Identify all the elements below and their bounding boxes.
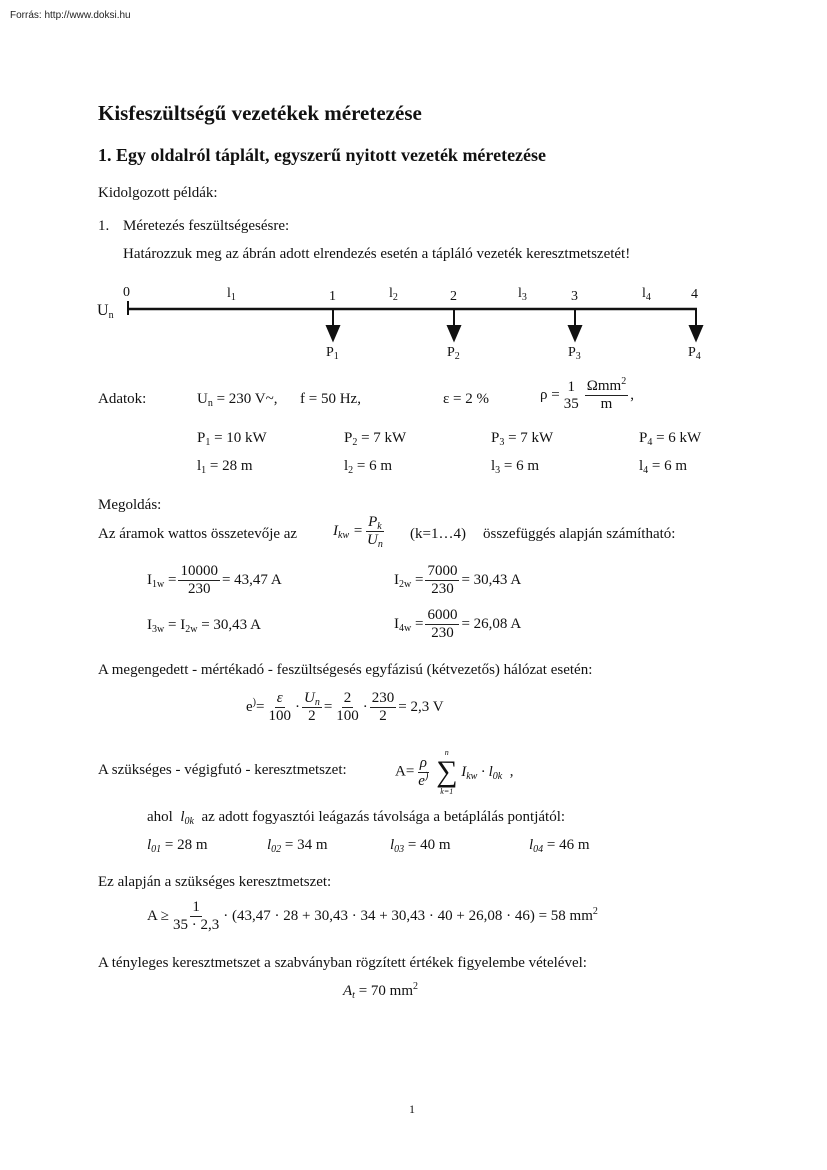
length-l3: $l_3 = 6$ m (491, 458, 540, 476)
current-i2w: $I_{2w}$ = $\frac{7000}{230}$ = 30,43 A (394, 563, 522, 597)
current-intro: Az áramok wattos összetevője az (98, 526, 298, 542)
node-0: 0 (123, 285, 130, 300)
load-p4: $P_4$ (688, 345, 701, 362)
standard-result: $A_t = 70$ $mm^2$ (343, 981, 418, 1001)
segment-l3: $l_3$ (518, 286, 527, 303)
power-p2: $P_2 = 7$ kW (344, 430, 407, 448)
segment-l2: $l_2$ (389, 286, 398, 303)
network-lines (0, 0, 827, 400)
example-label: Méretezés feszültségesésre: (123, 218, 290, 234)
source-note: Forrás: http://www.doksi.hu (10, 10, 131, 21)
drop-formula: e)= $\frac{\varepsilon}{100}$ · $\frac{U_n}{2}$ = $\frac{2}{100}$ · $\frac{230}{2}$ = 2,3 V (246, 690, 444, 724)
current-i1w: $I_{1w}$ = $\frac{10000}{230}$ = 43,47 A (147, 563, 282, 597)
node-2: 2 (450, 289, 457, 304)
current-i4w: $I_{4w}$ = $\frac{6000}{230}$ = 26,08 A (394, 607, 522, 641)
data-un: $U_n = 230$ V~, (197, 391, 278, 409)
distance-l04: $l_{04} = 46$ m (529, 837, 590, 855)
power-p4: $P_4 = 6$ kW (639, 430, 702, 448)
power-p1: $P_1 = 10$ kW (197, 430, 267, 448)
distance-l03: $l_{03} = 40$ m (390, 837, 451, 855)
distance-l01: $l_{01} = 28$ m (147, 837, 208, 855)
length-l4: $l_4 = 6$ m (639, 458, 688, 476)
load-p2: $P_2$ (447, 345, 460, 362)
node-1: 1 (329, 289, 336, 304)
segment-l1: $l_1$ (227, 286, 236, 303)
segment-l4: $l_4$ (642, 286, 651, 303)
load-p1: $P_1$ (326, 345, 339, 362)
standard-intro: A tényleges keresztmetszet a szabványban rögzített értékek figyelembe vételével: (98, 955, 587, 971)
drop-intro: A megengedett - mértékadó - feszültségesés egyfázisú (kétvezetős) hálózat esetén: (98, 662, 593, 678)
cross-formula: A= $\frac{\rho}{e^)}$ n ∑ k=1 $I_{kw} \cdot l_{0k}$ , (395, 748, 514, 796)
cross-intro: A szükséges - végigfutó - keresztmetszet: (98, 762, 347, 778)
solution-label: Megoldás: (98, 497, 162, 513)
data-eps: ε = 2 % (443, 391, 490, 407)
data-f: f = 50 Hz, (300, 391, 361, 407)
current-range: (k=1…4) (410, 526, 466, 542)
node-4: 4 (691, 287, 698, 302)
document-title: Kisfeszültségű vezetékek méretezése (98, 101, 422, 125)
intro-text: Kidolgozott példák: (98, 185, 218, 201)
current-tail: összefüggés alapján számítható: (483, 526, 676, 542)
power-p3: $P_3 = 7$ kW (491, 430, 554, 448)
result-formula: A ≥ $\frac{1}{35 \cdot 2,3}$ · (43,47 · 28 + 30,43 · 34 + 30,43 · 40 + 26,08 · 46) = 58 $mm^2$ (147, 899, 598, 933)
data-rho: ρ = 1 35 $\frac{\Omega mm^2}{m}$ , (540, 376, 634, 412)
result-intro: Ez alapján a szükséges keresztmetszet: (98, 874, 332, 890)
section-title: 1. Egy oldalról táplált, egyszerű nyitott vezeték méretezése (98, 145, 547, 165)
length-l2: $l_2 = 6$ m (344, 458, 393, 476)
source-voltage-label: $U_n$ (97, 302, 114, 321)
example-number: 1. (98, 218, 110, 234)
where-text: ahol $l_{0k}$ az adott fogyasztói leágazás távolsága a betáplálás pontjától: (147, 809, 566, 827)
distance-l02: $l_{02} = 34$ m (267, 837, 328, 855)
current-formula: $I_{kw}$ = $\frac{P_k}{U_n}$ (333, 514, 383, 550)
current-i3w: $I_{3w} = I_{2w} = 30,43$ A (147, 617, 261, 635)
load-p3: $P_3$ (568, 345, 581, 362)
data-label: Adatok: (98, 391, 147, 407)
page-number: 1 (409, 1102, 415, 1116)
node-3: 3 (571, 289, 578, 304)
example-task: Határozzuk meg az ábrán adott elrendezés esetén a tápláló vezeték keresztmetszetét! (123, 246, 631, 262)
length-l1: $l_1 = 28$ m (197, 458, 253, 476)
